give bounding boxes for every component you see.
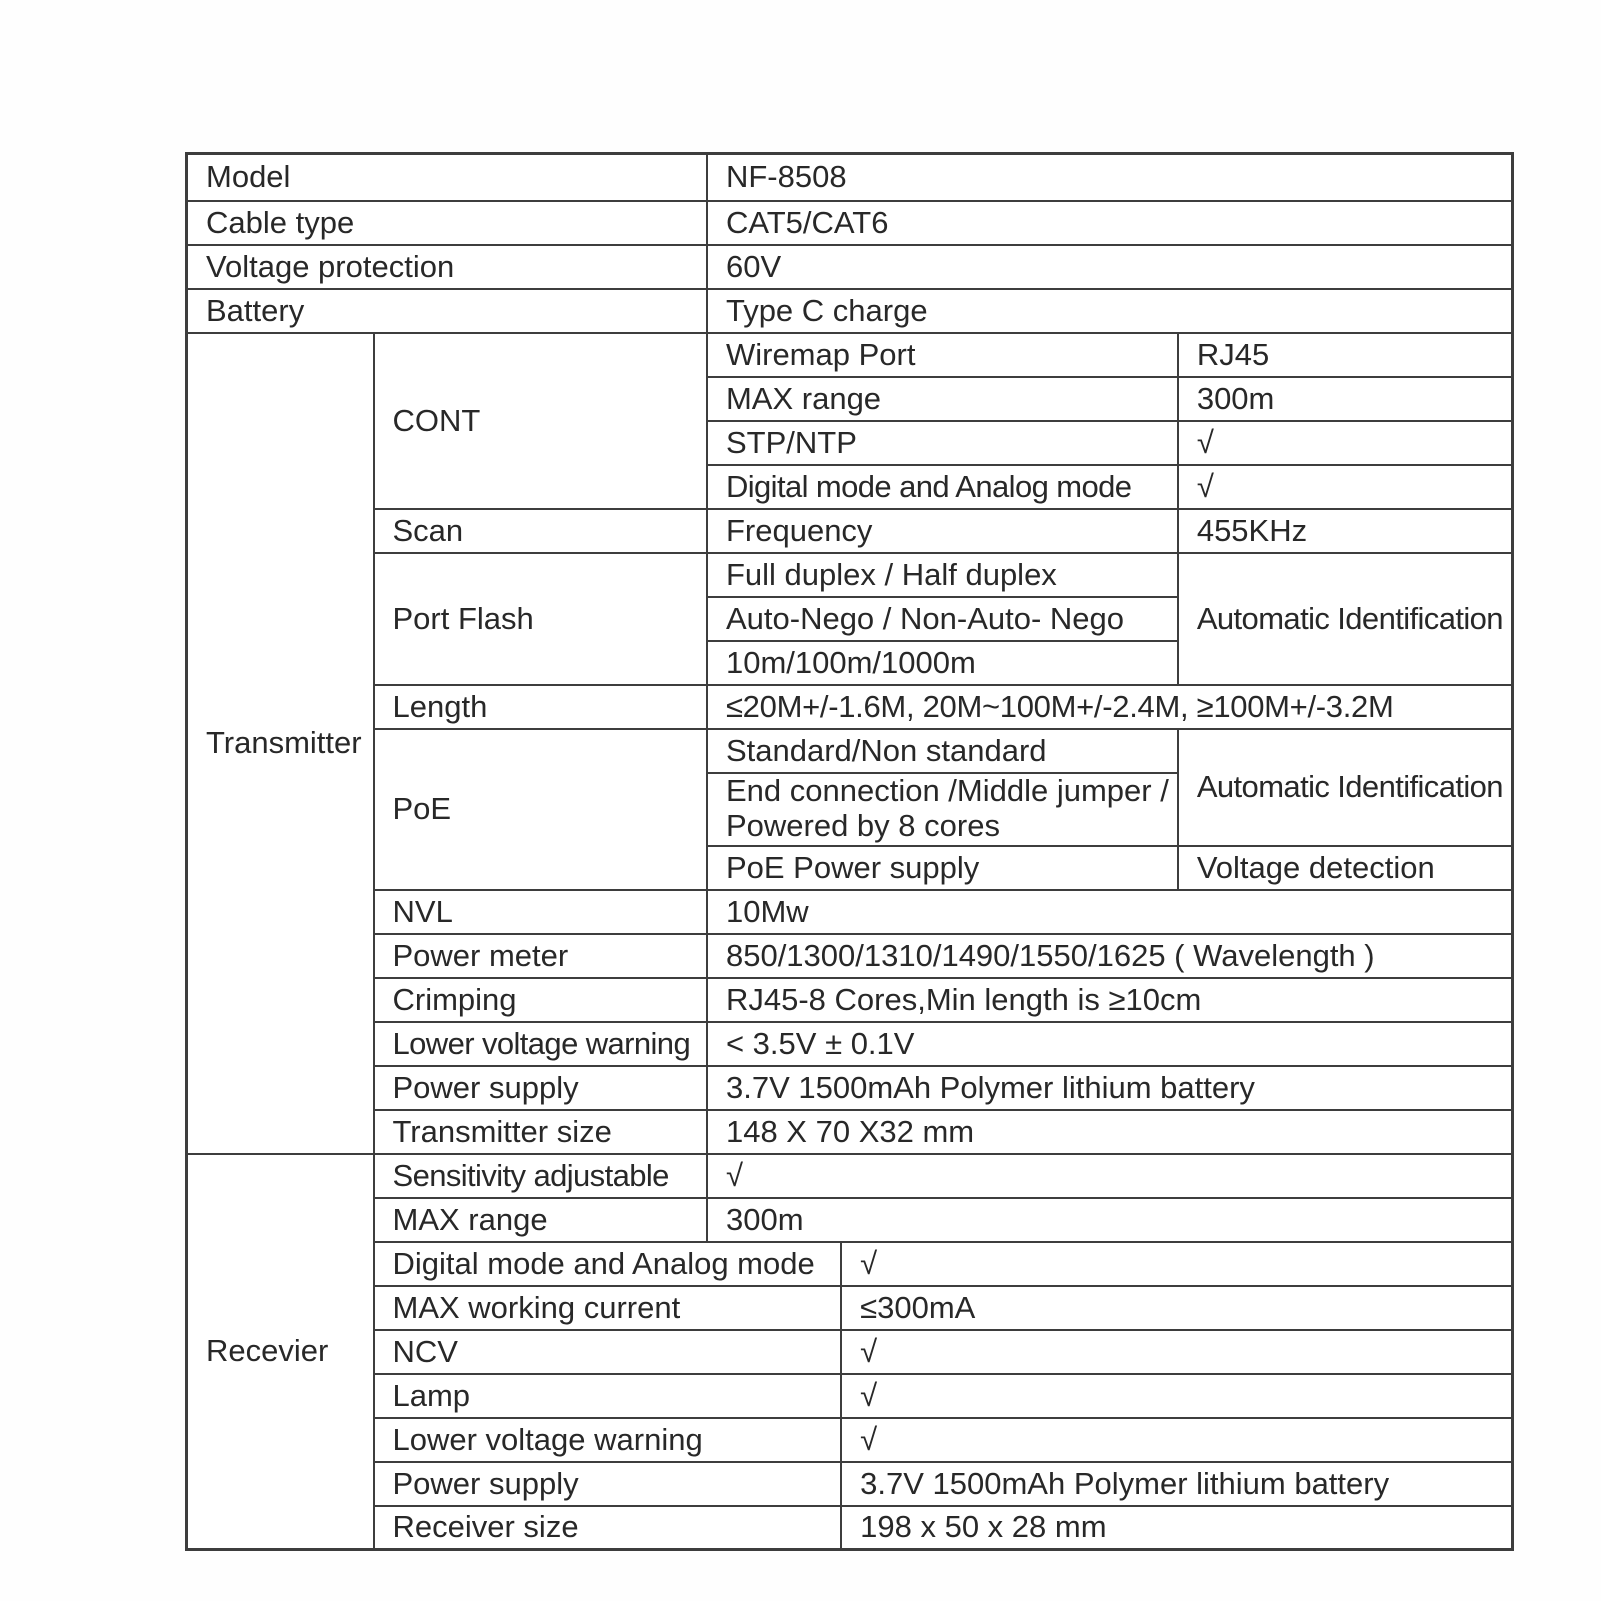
- row-model: [187, 154, 1513, 201]
- row-transmitter-size: [187, 1110, 1513, 1154]
- label-receiver-size: Receiver size: [374, 1506, 842, 1550]
- row-battery: [187, 289, 1513, 333]
- spec-table: [185, 152, 1514, 1551]
- value-transmitter-size: 148 X 70 X32 mm: [707, 1110, 1512, 1154]
- row-rx-max-range: [187, 1198, 1513, 1242]
- row-wiremap-port: [187, 333, 1513, 377]
- row-crimping: [187, 978, 1513, 1022]
- label-poe: PoE: [374, 729, 707, 890]
- value-rx-max-range: 300m: [707, 1198, 1512, 1242]
- check-ncv: √: [841, 1330, 1512, 1374]
- value-frequency: 455KHz: [1178, 509, 1513, 553]
- row-rx-power-supply: [187, 1462, 1513, 1506]
- row-duplex: [187, 553, 1513, 597]
- row-sensitivity: [187, 1154, 1513, 1198]
- label-ncv: NCV: [374, 1330, 842, 1374]
- value-max-working-current: ≤300mA: [841, 1286, 1512, 1330]
- value-voltage-protection: 60V: [707, 245, 1512, 289]
- label-cable-type: Cable type: [187, 201, 707, 245]
- section-receiver: Recevier: [187, 1154, 374, 1550]
- check-digital-analog: √: [1178, 465, 1513, 509]
- poe-connection-line2: Powered by 8 cores: [725, 808, 1000, 843]
- value-length: ≤20M+/-1.6M, 20M~100M+/-2.4M, ≥100M+/-3.2M: [707, 685, 1512, 729]
- check-stp-ntp: √: [1178, 421, 1513, 465]
- value-receiver-size: 198 x 50 x 28 mm: [841, 1506, 1512, 1550]
- param-frequency: Frequency: [707, 509, 1178, 553]
- label-model: Model: [187, 154, 707, 201]
- poe-connection-line1: End connection /Middle jumper /: [725, 773, 1169, 809]
- value-battery: Type C charge: [707, 289, 1512, 333]
- row-lamp: [187, 1374, 1513, 1418]
- label-lamp: Lamp: [374, 1374, 842, 1418]
- label-nvl: NVL: [374, 890, 707, 934]
- label-length: Length: [374, 685, 707, 729]
- value-rx-power-supply: 3.7V 1500mAh Polymer lithium battery: [841, 1462, 1512, 1506]
- section-transmitter: Transmitter: [187, 333, 374, 1154]
- value-poe-auto-id: Automatic Identification: [1178, 729, 1513, 846]
- param-auto-nego: Auto-Nego / Non-Auto- Nego: [707, 597, 1178, 641]
- row-cable-type: [187, 201, 1513, 245]
- label-transmitter-size: Transmitter size: [374, 1110, 707, 1154]
- label-sensitivity: Sensitivity adjustable: [374, 1154, 707, 1198]
- check-rx-low-voltage: √: [841, 1418, 1512, 1462]
- value-wiremap-port: RJ45: [1178, 333, 1513, 377]
- label-rx-max-range: MAX range: [374, 1198, 707, 1242]
- value-port-flash-auto-id: Automatic Identification: [1178, 553, 1513, 685]
- row-max-working-current: [187, 1286, 1513, 1330]
- value-model: NF-8508: [707, 154, 1512, 201]
- label-power-meter: Power meter: [374, 934, 707, 978]
- value-max-range: 300m: [1178, 377, 1513, 421]
- row-tx-low-voltage: [187, 1022, 1513, 1066]
- param-wiremap-port: Wiremap Port: [707, 333, 1178, 377]
- row-power-meter: [187, 934, 1513, 978]
- row-nvl: [187, 890, 1513, 934]
- value-nvl: 10Mw: [707, 890, 1512, 934]
- row-scan: [187, 509, 1513, 553]
- param-speed: 10m/100m/1000m: [707, 641, 1178, 685]
- label-scan: Scan: [374, 509, 707, 553]
- check-lamp: √: [841, 1374, 1512, 1418]
- value-power-meter: 850/1300/1310/1490/1550/1625 ( Wavelength ): [707, 934, 1512, 978]
- row-voltage-protection: [187, 245, 1513, 289]
- value-cable-type: CAT5/CAT6: [707, 201, 1512, 245]
- check-sensitivity: √: [707, 1154, 1512, 1198]
- row-poe-standard: [187, 729, 1513, 773]
- label-rx-digital-analog: Digital mode and Analog mode: [374, 1242, 842, 1286]
- label-cont: CONT: [374, 333, 707, 509]
- label-max-working-current: MAX working current: [374, 1286, 842, 1330]
- label-tx-low-voltage: Lower voltage warning: [374, 1022, 707, 1066]
- param-poe-power: PoE Power supply: [707, 846, 1178, 890]
- row-receiver-size: [187, 1506, 1513, 1550]
- row-rx-digital-analog: [187, 1242, 1513, 1286]
- row-tx-power-supply: [187, 1066, 1513, 1110]
- row-length: [187, 685, 1513, 729]
- value-tx-power-supply: 3.7V 1500mAh Polymer lithium battery: [707, 1066, 1512, 1110]
- value-tx-low-voltage: < 3.5V ± 0.1V: [707, 1022, 1512, 1066]
- spec-sheet: [185, 152, 1514, 1551]
- label-rx-low-voltage: Lower voltage warning: [374, 1418, 842, 1462]
- param-max-range: MAX range: [707, 377, 1178, 421]
- param-poe-connection: [707, 773, 1178, 846]
- label-rx-power-supply: Power supply: [374, 1462, 842, 1506]
- label-tx-power-supply: Power supply: [374, 1066, 707, 1110]
- value-crimping: RJ45-8 Cores,Min length is ≥10cm: [707, 978, 1512, 1022]
- label-battery: Battery: [187, 289, 707, 333]
- check-rx-digital-analog: √: [841, 1242, 1512, 1286]
- row-rx-low-voltage: [187, 1418, 1513, 1462]
- param-digital-analog: Digital mode and Analog mode: [707, 465, 1178, 509]
- param-poe-standard: Standard/Non standard: [707, 729, 1178, 773]
- param-duplex: Full duplex / Half duplex: [707, 553, 1178, 597]
- label-crimping: Crimping: [374, 978, 707, 1022]
- label-port-flash: Port Flash: [374, 553, 707, 685]
- label-voltage-protection: Voltage protection: [187, 245, 707, 289]
- param-stp-ntp: STP/NTP: [707, 421, 1178, 465]
- value-poe-power: Voltage detection: [1178, 846, 1513, 890]
- row-ncv: [187, 1330, 1513, 1374]
